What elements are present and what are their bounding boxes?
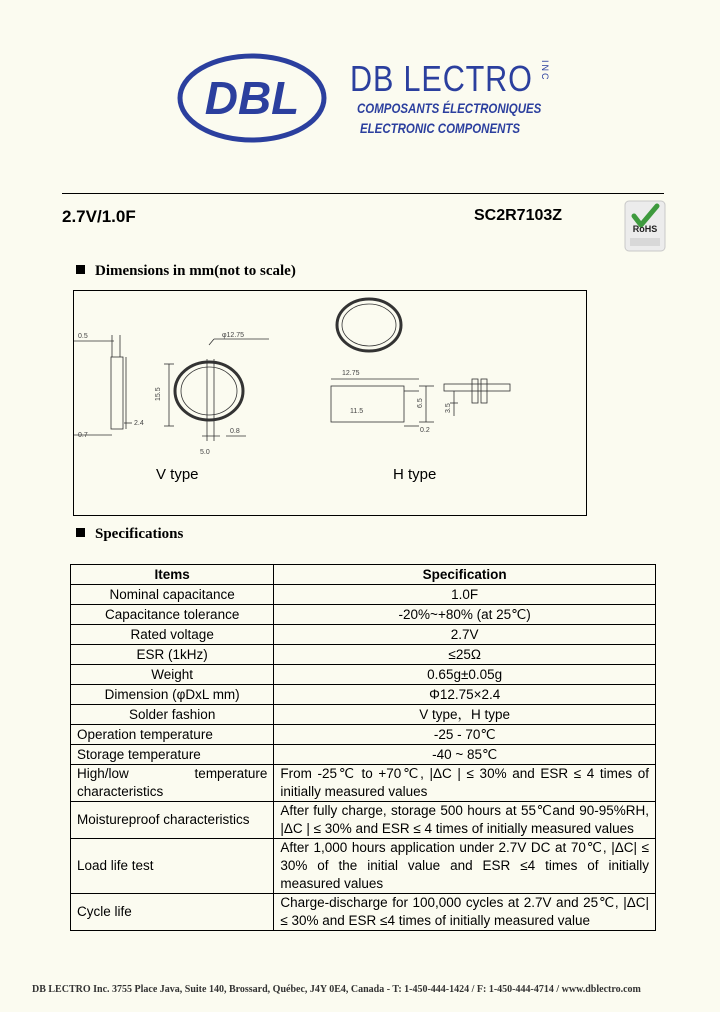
model-title: 2.7V/1.0F (62, 207, 136, 226)
h-top-ring (337, 299, 401, 351)
row-value: V type，H type (274, 705, 656, 725)
row-value: 1.0F (274, 585, 656, 605)
header-items: Items (71, 565, 274, 585)
row-item: Storage temperature (71, 745, 274, 765)
row-value: After 1,000 hours application under 2.7V DC at 70℃, |ΔC| ≤ 30% of the initial value and ESR ≤4 times of initially measured values (274, 839, 656, 894)
table-row (71, 802, 656, 839)
header-spec: Specification (274, 565, 656, 585)
row-item: Moistureproof characteristics (71, 802, 274, 839)
row-value: -25 - 70℃ (274, 725, 656, 745)
table-row (71, 685, 656, 705)
row-item: Solder fashion (71, 705, 274, 725)
table-row (71, 745, 656, 765)
v-type-label: V type (156, 466, 199, 483)
specifications-title (76, 526, 183, 543)
table-row (71, 839, 656, 894)
svg-text:6.5: 6.5 (417, 398, 424, 408)
row-item: Operation temperature (71, 725, 274, 745)
svg-text:0.5: 0.5 (78, 333, 88, 340)
row-item: Dimension (φDxL mm) (71, 685, 274, 705)
tagline-en: ELECTRONIC COMPONENTS (360, 120, 521, 136)
svg-text:12.75: 12.75 (342, 370, 360, 377)
table-row (71, 705, 656, 725)
row-value: ≤25Ω (274, 645, 656, 665)
row-value: 0.65g±0.05g (274, 665, 656, 685)
footer-contact: DB LECTRO Inc. 3755 Place Java, Suite 140, Brossard, Québec, J4Y 0E4, Canada - T: 1-450-444-1424 / F: 1-450-444-4714 / www.dblectro.com (32, 984, 641, 995)
svg-text:0.2: 0.2 (420, 427, 430, 434)
v-front-ring (175, 362, 243, 420)
row-value: -20%~+80% (at 25℃) (274, 605, 656, 625)
row-item: Load life test (71, 839, 274, 894)
row-value: 2.7V (274, 625, 656, 645)
row-item: Capacitance tolerance (71, 605, 274, 625)
row-item: Cycle life (71, 894, 274, 931)
header-rule (62, 193, 664, 194)
table-row (71, 725, 656, 745)
table-row (71, 765, 656, 802)
specifications-title-text: Specifications (95, 526, 184, 542)
svg-text:5.0: 5.0 (200, 449, 210, 456)
h-side-body (331, 386, 404, 422)
row-item: Nominal capacitance (71, 585, 274, 605)
svg-text:3.5: 3.5 (445, 403, 452, 413)
part-number: SC2R7103Z (474, 207, 563, 224)
dbl-logo (176, 50, 328, 146)
table-header (71, 565, 656, 585)
row-item: ESR (1kHz) (71, 645, 274, 665)
row-value: After fully charge, storage 500 hours at 55℃and 90-95%RH, |ΔC | ≤ 30% and ESR ≤ 4 times of initially measured values (274, 802, 656, 839)
svg-text:15.5: 15.5 (155, 387, 162, 401)
table-row (71, 625, 656, 645)
brand-name: DB LECTRO (350, 58, 533, 99)
row-value: From -25℃ to +70℃, |ΔC | ≤ 30% and ESR ≤ 4 times of initially measured values (274, 765, 656, 802)
row-value: Charge-discharge for 100,000 cycles at 2.7V and 25℃, |ΔC| ≤ 30% and ESR ≤4 times of initially measured value (274, 894, 656, 931)
table-row (71, 645, 656, 665)
table-row (71, 665, 656, 685)
rohs-badge (624, 200, 666, 252)
row-item: Rated voltage (71, 625, 274, 645)
table-row (71, 894, 656, 931)
tagline-fr: COMPOSANTS ÉLECTRONIQUES (357, 100, 542, 116)
table-row (71, 605, 656, 625)
dimensions-title-text: Dimensions in mm(not to scale) (95, 263, 296, 279)
h-end-body (444, 384, 510, 391)
brand-inc: INC (540, 60, 550, 82)
row-value: Φ12.75×2.4 (274, 685, 656, 705)
row-value: -40 ~ 85℃ (274, 745, 656, 765)
svg-text:11.5: 11.5 (350, 408, 364, 415)
v-side-body (111, 357, 123, 429)
row-item: Weight (71, 665, 274, 685)
dimension-diagram (74, 291, 586, 515)
table-row (71, 585, 656, 605)
dimension-drawing (73, 290, 587, 516)
specifications-table (70, 564, 656, 931)
svg-text:φ12.75: φ12.75 (222, 332, 245, 339)
dimensions-title (76, 263, 296, 280)
svg-text:0.8: 0.8 (230, 428, 240, 435)
svg-text:0.7: 0.7 (78, 432, 88, 439)
row-item: High/low temperature characteristics (71, 765, 274, 802)
logo-text: DBL (204, 72, 300, 124)
svg-text:2.4: 2.4 (134, 420, 144, 427)
rohs-label: RoHS (632, 224, 658, 234)
h-type-label: H type (393, 466, 437, 483)
